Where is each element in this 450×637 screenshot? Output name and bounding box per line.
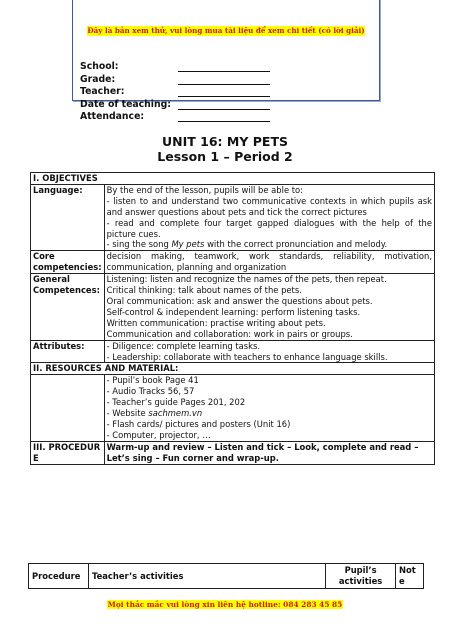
resources-content: - Pupil’s book Page 41 - Audio Tracks 56, 57 - Teacher’s guide Pages 201, 202 - Website sachmem.vn - Flash cards/ pictures and posters (Unit 16) - Computer, projector, … (104, 375, 434, 441)
general-competences-row (31, 274, 435, 340)
attributes-row (31, 340, 435, 363)
date-blank (178, 101, 270, 110)
language-row (31, 184, 435, 250)
language-label: Language: (31, 184, 105, 250)
lesson-title: Lesson 1 – Period 2 (157, 149, 293, 164)
attributes-label: Attributes: (31, 340, 105, 363)
footer-hotline: Mọi thắc mắc vui lòng xin liên hệ hotline: 084 283 45 85 (107, 600, 343, 609)
lesson-plan-table (30, 172, 435, 465)
attendance-blank (178, 113, 270, 122)
objectives-heading: I. OBJECTIVES (31, 173, 435, 185)
preview-note: Đây là bản xem thử, vui lòng mua tài liệu để xem chi tiết (có lời giải) (87, 26, 365, 35)
grade-field: Grade: (80, 72, 270, 84)
language-content: By the end of the lesson, pupils will be able to: - listen to and understand two communicative contexts in which pupils ask and answer questions about pets and tick the correct pictures - read and complete four target gapped dialogues with the help of the picture cues. - sing the song My pets with the correct pronunciation and melody. (104, 184, 434, 250)
resources-label-cell (31, 375, 105, 441)
col-procedure: Procedure (29, 564, 89, 589)
teaching-info (80, 60, 270, 122)
resources-row (31, 375, 435, 441)
general-label: General Competences: (31, 274, 105, 340)
col-teacher-activities: Teacher’s activities (88, 564, 325, 589)
date-field: Date of teaching: (80, 97, 270, 109)
school-field: School: (80, 60, 270, 72)
website-line: - Website sachmem.vn (106, 408, 203, 419)
resources-heading: II. RESOURCES AND MATERIAL: (31, 363, 435, 375)
procedure-label: III. PROCEDURE (31, 441, 105, 464)
attributes-content: - Diligence: complete learning tasks. - Leadership: collaborate with teachers to enhance language skills. (104, 340, 434, 363)
grade-blank (178, 76, 270, 85)
core-content: decision making, teamwork, work standards, reliability, motivation, communication, planning and organization (104, 251, 434, 274)
procedure-table (28, 563, 424, 589)
col-note: Note (396, 564, 424, 589)
core-competencies-row (31, 251, 435, 274)
procedure-row (31, 441, 435, 464)
attendance-field: Attendance: (80, 110, 270, 122)
core-label: Core competencies: (31, 251, 105, 274)
teacher-blank (178, 88, 270, 97)
website-link[interactable]: sachmem.vn (148, 408, 203, 419)
teacher-field: Teacher: (80, 85, 270, 97)
procedure-table-header (29, 564, 424, 589)
unit-title: UNIT 16: MY PETS (162, 134, 288, 149)
col-pupil-activities: Pupil’s activities (326, 564, 396, 589)
procedure-content: Warm-up and review – Listen and tick – Look, complete and read – Let’s sing – Fun corner and wrap-up. (104, 441, 434, 464)
song-line: - sing the song My pets with the correct pronunciation and melody. (106, 239, 388, 250)
general-content: Listening: listen and recognize the names of the pets, then repeat. Critical thinking: talk about names of the pets. Oral communication: ask and answer the questions about pets. Self-control & independent learning: perform listening tasks. Written communication: practise writing about pets. Communication and collaboration: work in pairs or groups. (104, 274, 434, 340)
school-blank (178, 63, 270, 72)
song-name: My pets (171, 239, 205, 250)
